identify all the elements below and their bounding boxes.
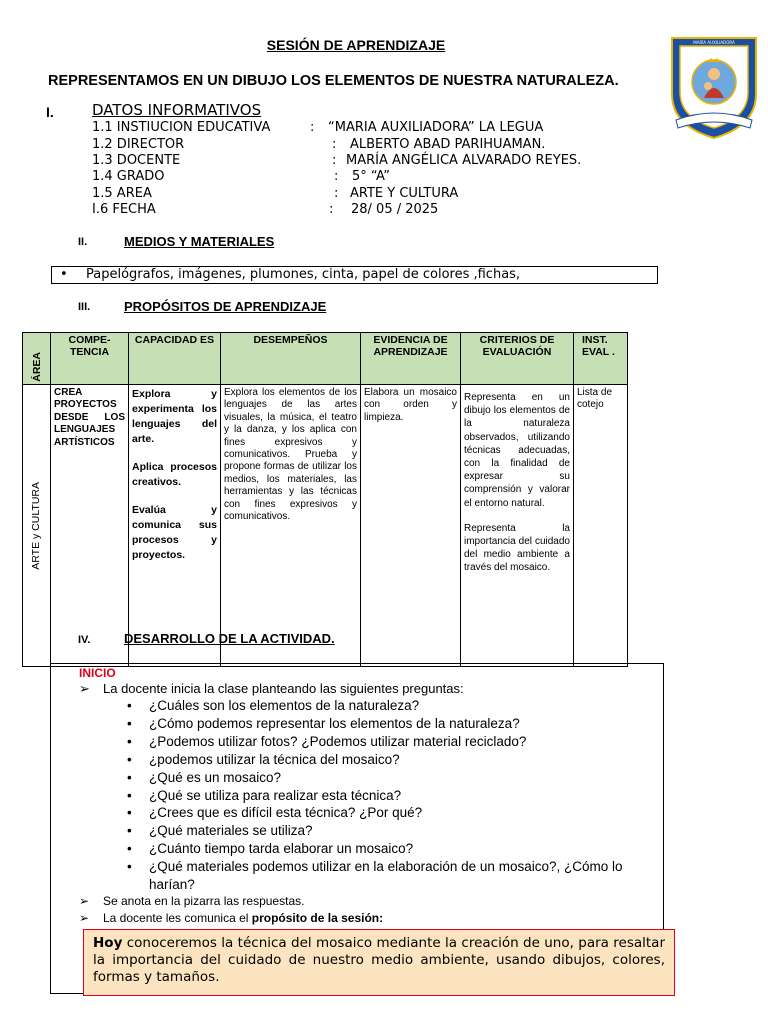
school-logo <box>668 34 760 142</box>
datos-colon: : <box>332 137 337 152</box>
bullet-icon: • <box>127 752 132 767</box>
bullet-icon: • <box>127 823 132 838</box>
section-2-title: MEDIOS Y MATERIALES <box>124 234 275 249</box>
datos-colon: : <box>332 153 337 168</box>
question-text: ¿Cuáles son los elementos de la naturaleza? <box>149 698 420 713</box>
section-2-number: II. <box>78 236 88 248</box>
arrow-icon: ➢ <box>79 911 90 925</box>
cell-desempenos: Explora los elementos de los lenguajes de las artes visuales, la música, el teatro y la danza, y los aplica con fines expresivos y comunicativos. Prueba y propone formas de utilizar los medios, los materiales, las herramientas y las técnicas con fines expresivos y comunicativos. <box>221 385 361 667</box>
bullet-icon: • <box>127 841 132 856</box>
datos-value: ALBERTO ABAD PARIHUAMAN. <box>350 137 546 152</box>
table-header-row <box>23 333 628 385</box>
question-text: ¿Crees que es difícil esta técnica? ¿Por qué? <box>149 805 423 820</box>
datos-label: 1.4 GRADO <box>92 169 165 184</box>
cell-criterios <box>461 385 574 667</box>
question-text: ¿Qué es un mosaico? <box>149 770 282 785</box>
cell-evidencia: Elabora un mosaico con orden y limpieza. <box>361 385 461 667</box>
question-text: ¿Qué se utiliza para realizar esta técnica? <box>149 788 402 803</box>
arrow-icon: ➢ <box>79 681 90 696</box>
header-competencia: COMPE-TENCIA <box>51 333 129 385</box>
section-4-title: DESARROLLO DE LA ACTIVIDAD. <box>124 631 335 646</box>
cell-competencia: CREA PROYECTOS DESDE LOS LENGUAJES ARTÍSTICOS <box>51 385 129 667</box>
header-instrumento: INST. EVAL . <box>574 333 628 385</box>
cell-capacidades <box>129 385 221 667</box>
document-title: SESIÓN DE APRENDIZAJE <box>266 37 446 53</box>
datos-label: 1.3 DOCENTE <box>92 153 181 168</box>
purpose-statement-box <box>83 929 675 996</box>
note-line <box>79 894 304 908</box>
bullet-icon: • <box>127 734 132 749</box>
header-capacidades: CAPACIDAD ES <box>129 333 221 385</box>
note-text: La docente les comunica el <box>103 911 252 925</box>
session-subtitle: REPRESENTAMOS EN UN DIBUJO LOS ELEMENTOS DE NUESTRA NATURALEZA. <box>48 73 619 89</box>
purposes-table <box>22 332 628 667</box>
cell-area <box>23 385 51 667</box>
header-evidencia: EVIDENCIA DE APRENDIZAJE <box>361 333 461 385</box>
intro-text: La docente inicia la clase planteando las siguientes preguntas: <box>103 681 464 696</box>
question-text: ¿Cuánto tiempo tarda elaborar un mosaico? <box>149 841 414 856</box>
note-bold-text: propósito de la sesión: <box>251 911 384 925</box>
materials-box <box>51 266 658 284</box>
datos-value: MARÍA ANGÉLICA ALVARADO REYES. <box>346 153 582 168</box>
header-criterios: CRITERIOS DE EVALUACIÓN <box>461 333 574 385</box>
logo-ring-text: MARÍA AUXILIADORA <box>693 40 735 45</box>
bullet-icon: • <box>127 716 132 731</box>
bullet-icon: • <box>127 805 132 820</box>
note-line <box>79 911 383 925</box>
datos-label: 1.5 AREA <box>92 186 152 201</box>
datos-colon: : <box>334 186 339 201</box>
datos-value: “MARIA AUXILIADORA” LA LEGUA <box>328 120 544 135</box>
header-area-text: ÁREA <box>30 352 43 382</box>
materials-text: Papelógrafos, imágenes, plumones, cinta, papel de colores ,fichas, <box>86 267 521 282</box>
note-text: Se anota en la pizarra las respuestas. <box>103 894 305 908</box>
question-text: ¿Qué materiales se utiliza? <box>149 823 313 838</box>
capacidad-item: Explora y experimenta los lenguajes del arte. <box>132 388 217 445</box>
purpose-hoy: Hoy <box>93 935 123 951</box>
header-area <box>23 333 51 385</box>
question-text: ¿podemos utilizar la técnica del mosaico? <box>149 752 400 767</box>
capacidad-item: Evalúa y comunica sus procesos y proyectos. <box>132 504 217 561</box>
criterio-item: Representa la importancia del cuidado del medio ambiente a través del mosaico. <box>464 522 570 574</box>
datos-label: I.6 FECHA <box>92 202 156 217</box>
purpose-text: conoceremos la técnica del mosaico mediante la creación de uno, para resaltar la importancia del cuidado de nuestro medio ambiente, usando dibujos, colores, formas y tamaños. <box>93 935 665 985</box>
question-text: ¿Qué materiales podemos utilizar en la elaboración de un mosaico?, ¿Cómo lo <box>149 859 623 874</box>
section-1-title: DATOS INFORMATIVOS <box>92 101 262 119</box>
section-1-number: I. <box>46 104 54 120</box>
cell-area-text: ARTE y CULTURA <box>30 481 43 570</box>
question-text: ¿Podemos utilizar fotos? ¿Podemos utilizar material reciclado? <box>149 734 527 749</box>
capacidad-item: Aplica procesos creativos. <box>132 461 217 488</box>
school-crest-icon <box>668 34 760 142</box>
section-3-title: PROPÓSITOS DE APRENDIZAJE <box>124 299 327 314</box>
cell-instrumento: Lista de cotejo <box>574 385 628 667</box>
question-text: harían? <box>149 877 195 892</box>
question-text: ¿Cómo podemos representar los elementos de la naturaleza? <box>149 716 520 731</box>
intro-line <box>79 681 464 697</box>
datos-value: 5° “A” <box>352 169 390 184</box>
datos-value: ARTE Y CULTURA <box>350 186 459 201</box>
bullet-icon: • <box>60 267 68 282</box>
bullet-icon: • <box>127 788 132 803</box>
bullet-icon: • <box>127 698 132 713</box>
criterio-item: Representa en un dibujo los elementos de la naturaleza observados, utilizando técnicas adecuadas, con la finalidad de expresar su comprensión y valorar el entorno natural. <box>464 392 570 509</box>
bullet-icon: • <box>127 859 132 874</box>
inicio-label: INICIO <box>79 666 116 680</box>
bullet-icon: • <box>127 770 132 785</box>
datos-colon: : <box>334 169 339 184</box>
datos-value: 28/ 05 / 2025 <box>351 202 439 217</box>
datos-colon: : <box>329 202 334 217</box>
section-3-number: III. <box>78 301 91 313</box>
datos-colon: : <box>310 120 315 135</box>
datos-label: 1.1 INSTIUCION EDUCATIVA <box>92 120 271 135</box>
section-4-number: IV. <box>78 634 91 646</box>
header-desempenos: DESEMPEÑOS <box>221 333 361 385</box>
datos-label: 1.2 DIRECTOR <box>92 137 185 152</box>
arrow-icon: ➢ <box>79 894 90 908</box>
table-row <box>23 385 628 667</box>
